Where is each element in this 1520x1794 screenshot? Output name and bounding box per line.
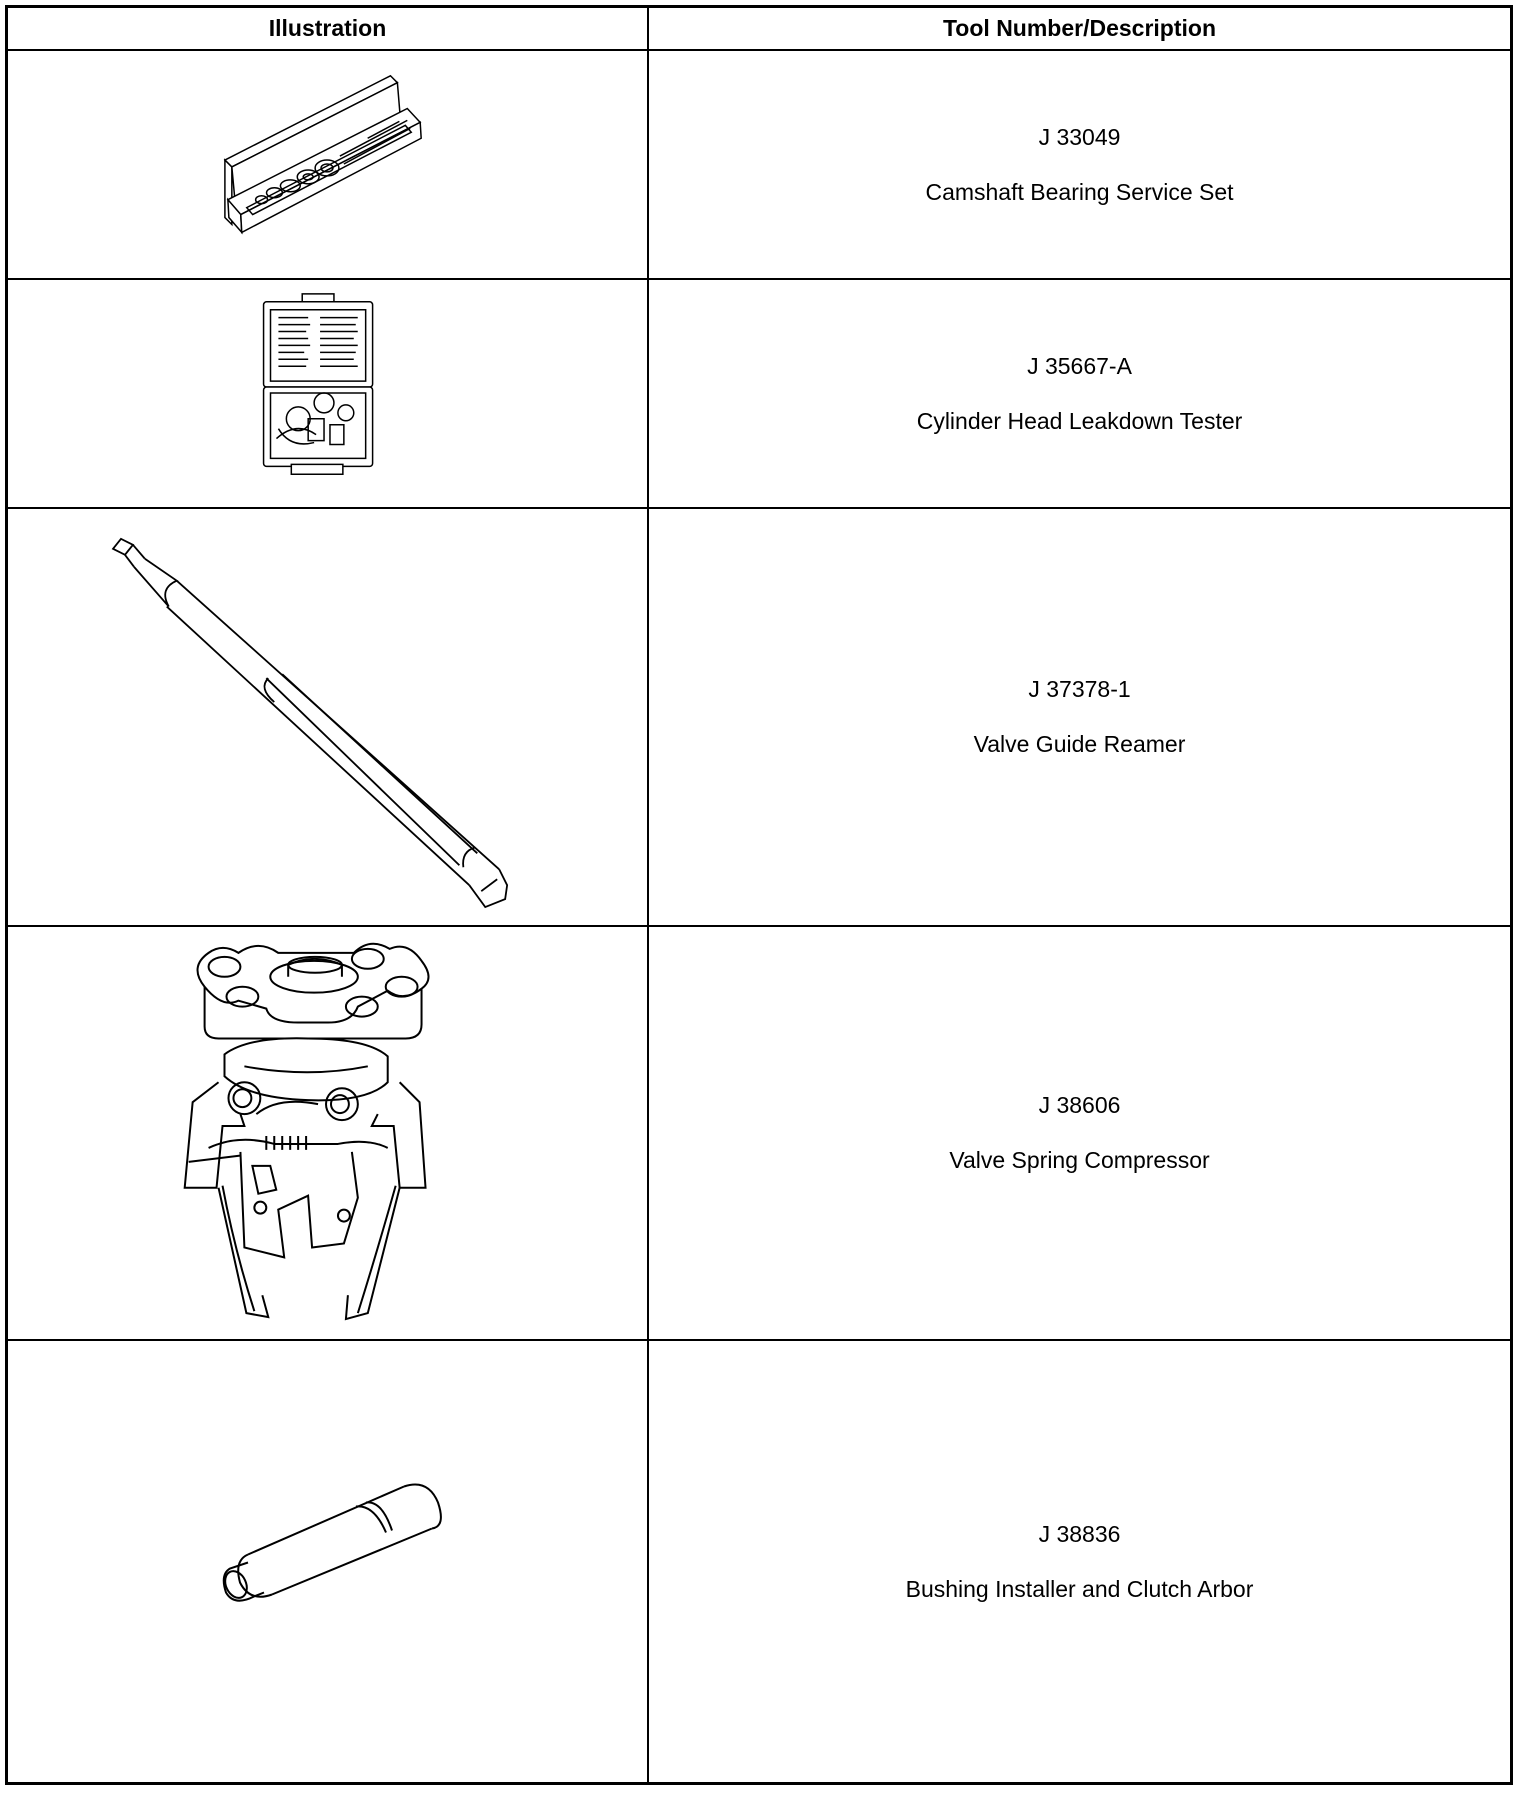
tool-description: Valve Spring Compressor bbox=[949, 1147, 1210, 1173]
table-row bbox=[8, 927, 1510, 1341]
description-cell bbox=[649, 51, 1510, 278]
tool-description: Bushing Installer and Clutch Arbor bbox=[905, 1575, 1254, 1602]
illustration-cell bbox=[8, 509, 647, 925]
valve-spring-compressor-icon bbox=[8, 927, 647, 1339]
header-illustration: Illustration bbox=[268, 15, 387, 41]
description-cell bbox=[649, 509, 1510, 925]
tool-number: J 38836 bbox=[1038, 1520, 1121, 1547]
illustration-cell bbox=[8, 280, 647, 507]
valve-guide-reamer-icon bbox=[8, 509, 647, 925]
tool-number: J 37378-1 bbox=[1028, 676, 1131, 702]
tool-number: J 33049 bbox=[1038, 123, 1121, 150]
illustration-cell bbox=[8, 51, 647, 278]
table-header bbox=[8, 8, 1510, 51]
description-cell bbox=[649, 280, 1510, 507]
tool-description: Valve Guide Reamer bbox=[973, 731, 1186, 757]
table-row bbox=[8, 51, 1510, 280]
special-tools-table bbox=[5, 5, 1513, 1785]
camshaft-bearing-kit-case-icon bbox=[8, 51, 647, 278]
description-cell bbox=[649, 1341, 1510, 1782]
tool-description: Cylinder Head Leakdown Tester bbox=[916, 407, 1243, 434]
illustration-cell bbox=[8, 927, 647, 1339]
tool-number: J 35667-A bbox=[1027, 352, 1132, 379]
table-row bbox=[8, 509, 1510, 927]
table-row bbox=[8, 1341, 1510, 1782]
tool-number: J 38606 bbox=[1038, 1092, 1121, 1118]
illustration-cell bbox=[8, 1341, 647, 1782]
header-tool-number-description: Tool Number/Description bbox=[942, 15, 1217, 41]
tool-description: Camshaft Bearing Service Set bbox=[925, 178, 1234, 205]
leakdown-tester-case-icon bbox=[8, 280, 647, 507]
bushing-installer-arbor-icon bbox=[8, 1341, 647, 1782]
table-row bbox=[8, 280, 1510, 509]
description-cell bbox=[649, 927, 1510, 1339]
